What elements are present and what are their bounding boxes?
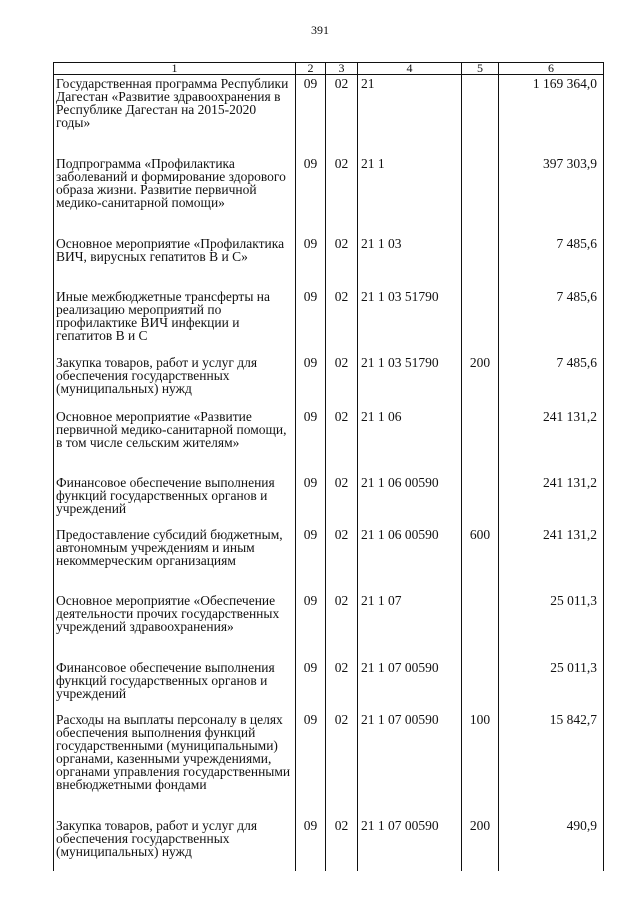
row-subsection: 02 [326,659,358,711]
table-row [54,354,604,408]
row-expense-type: 200 [462,817,499,871]
row-subsection: 02 [326,711,358,817]
row-amount: 490,9 [499,817,604,871]
column-header-5: 5 [462,63,499,75]
column-header-3: 3 [326,63,358,75]
row-target-code: 21 1 07 00590 [358,659,462,711]
row-amount: 1 169 364,0 [499,75,604,155]
table-row [54,817,604,871]
row-expense-type: 600 [462,526,499,592]
row-expense-type [462,155,499,235]
row-name: Основное мероприятие «Развитие первичной медико-санитарной помощи, в том числе сельским жителям» [54,408,296,474]
header-row [54,63,604,75]
row-name: Иные межбюджетные трансферты на реализацию мероприятий по профилактике ВИЧ инфекции и гепатитов В и С [54,288,296,354]
row-section: 09 [296,408,326,474]
row-expense-type: 100 [462,711,499,817]
row-section: 09 [296,354,326,408]
row-section: 09 [296,592,326,659]
row-name: Подпрограмма «Профилактика заболеваний и формирование здорового образа жизни. Развитие первичной медико-санитарной помощи» [54,155,296,235]
row-target-code: 21 1 03 51790 [358,354,462,408]
row-subsection: 02 [326,592,358,659]
row-amount: 7 485,6 [499,235,604,288]
row-section: 09 [296,235,326,288]
row-name: Предоставление субсидий бюджетным, автономным учреждениям и иным некоммерческим организациям [54,526,296,592]
row-name: Закупка товаров, работ и услуг для обеспечения государственных (муниципальных) нужд [54,817,296,871]
row-amount: 25 011,3 [499,592,604,659]
row-name: Основное мероприятие «Обеспечение деятельности прочих государственных учреждений здравоохранения» [54,592,296,659]
row-subsection: 02 [326,155,358,235]
row-expense-type [462,75,499,155]
row-target-code: 21 [358,75,462,155]
table-row [54,711,604,817]
table-row [54,408,604,474]
row-target-code: 21 1 03 [358,235,462,288]
row-amount: 397 303,9 [499,155,604,235]
row-name: Расходы на выплаты персоналу в целях обеспечения выполнения функций государственными (муниципальными) органами, казенными учреждениями, органами управления государственными внебюджетными фондами [54,711,296,817]
row-amount: 7 485,6 [499,288,604,354]
table-row [54,155,604,235]
row-expense-type: 200 [462,354,499,408]
page-number: 391 [311,23,329,37]
row-name: Государственная программа Республики Дагестан «Развитие здравоохранения в Республике Дагестан на 2015-2020 годы» [54,75,296,155]
row-amount: 7 485,6 [499,354,604,408]
table-row [54,75,604,155]
row-subsection: 02 [326,354,358,408]
row-target-code: 21 1 03 51790 [358,288,462,354]
row-subsection: 02 [326,526,358,592]
row-subsection: 02 [326,817,358,871]
row-section: 09 [296,817,326,871]
row-amount: 241 131,2 [499,526,604,592]
row-subsection: 02 [326,474,358,526]
row-expense-type [462,592,499,659]
row-target-code: 21 1 07 00590 [358,817,462,871]
table-row [54,526,604,592]
row-target-code: 21 1 06 [358,408,462,474]
row-amount: 25 011,3 [499,659,604,711]
row-target-code: 21 1 06 00590 [358,526,462,592]
row-subsection: 02 [326,408,358,474]
row-expense-type [462,659,499,711]
row-section: 09 [296,659,326,711]
row-target-code: 21 1 06 00590 [358,474,462,526]
table-row [54,235,604,288]
row-section: 09 [296,155,326,235]
row-name: Финансовое обеспечение выполнения функций государственных органов и учреждений [54,659,296,711]
row-expense-type [462,235,499,288]
row-expense-type [462,288,499,354]
column-header-4: 4 [358,63,462,75]
row-section: 09 [296,288,326,354]
table-row [54,474,604,526]
row-subsection: 02 [326,235,358,288]
row-amount: 15 842,7 [499,711,604,817]
column-header-2: 2 [296,63,326,75]
row-subsection: 02 [326,75,358,155]
column-header-6: 6 [499,63,604,75]
row-section: 09 [296,711,326,817]
row-name: Финансовое обеспечение выполнения функций государственных органов и учреждений [54,474,296,526]
row-section: 09 [296,75,326,155]
row-amount: 241 131,2 [499,474,604,526]
table-row [54,288,604,354]
table-row [54,659,604,711]
row-subsection: 02 [326,288,358,354]
row-section: 09 [296,474,326,526]
column-header-1: 1 [54,63,296,75]
budget-table [53,62,604,871]
row-target-code: 21 1 [358,155,462,235]
row-target-code: 21 1 07 00590 [358,711,462,817]
row-section: 09 [296,526,326,592]
row-name: Основное мероприятие «Профилактика ВИЧ, вирусных гепатитов В и С» [54,235,296,288]
table-row [54,592,604,659]
row-expense-type [462,408,499,474]
row-target-code: 21 1 07 [358,592,462,659]
row-expense-type [462,474,499,526]
row-name: Закупка товаров, работ и услуг для обеспечения государственных (муниципальных) нужд [54,354,296,408]
row-amount: 241 131,2 [499,408,604,474]
